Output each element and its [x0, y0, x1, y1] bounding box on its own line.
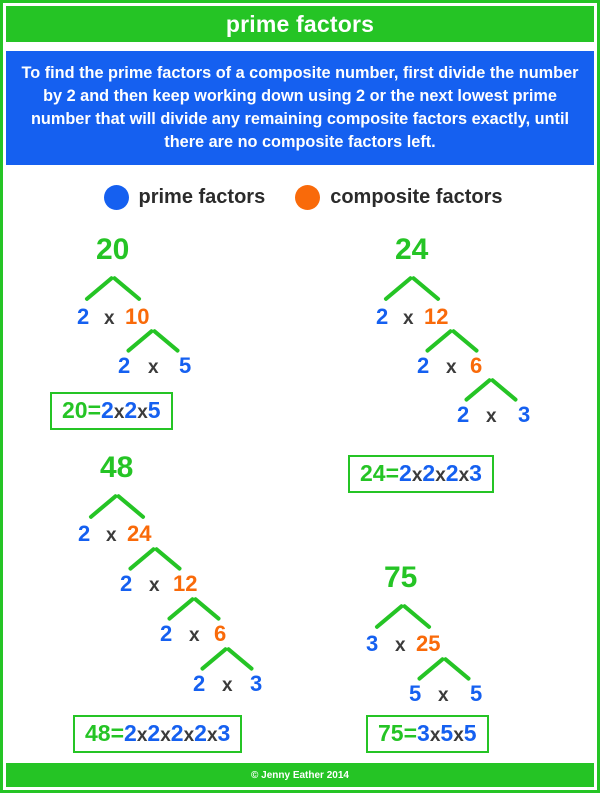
footer	[6, 763, 594, 787]
tree-24-result-operator-3: x	[458, 465, 470, 486]
tree-75-level-2-left: 5	[409, 681, 422, 706]
tree-48-level-3-left: 2	[160, 621, 173, 646]
tree-20-level-1-operator: x	[104, 308, 115, 329]
tree-20-level-1-right: 10	[125, 304, 150, 329]
tree-24-result-operator-1: x	[411, 465, 423, 486]
tree-75-level-2-operator: x	[438, 685, 449, 706]
tree-24-level-3-right: 3	[518, 402, 531, 427]
tree-24-result-factor-3: 2	[445, 460, 459, 486]
tree-48-result-factor-5: 3	[217, 720, 231, 746]
tree-20-result-factor-2: 2	[124, 397, 138, 423]
tree-24-level-1-right: 12	[424, 304, 449, 329]
tree-20-result-factor-1: 2	[101, 397, 114, 423]
tree-24-result-factor-4: 3	[469, 460, 482, 486]
orange-circle-icon	[295, 185, 320, 210]
tree-20-result-number: 20	[62, 397, 88, 423]
tree-20-level-2-operator: x	[148, 357, 159, 378]
tree-48-result-factor-3: 2	[170, 720, 184, 746]
tree-20-level-1-left: 2	[77, 304, 90, 329]
intro-panel	[6, 51, 594, 165]
tree-48-result-number: 48	[85, 720, 111, 746]
tree-48-root: 48	[100, 451, 134, 484]
blue-circle-icon	[104, 185, 129, 210]
tree-24-level-3-operator: x	[486, 406, 497, 427]
tree-48-level-4-operator: x	[222, 675, 233, 696]
tree-48-level-2-left: 2	[120, 571, 133, 596]
page-title: prime factors	[225, 10, 375, 37]
tree-48-result-operator-2: x	[160, 725, 171, 746]
tree-20-result	[50, 392, 173, 430]
legend-item-composite	[295, 185, 502, 210]
tree-48-result-operator-3: x	[183, 725, 195, 746]
tree-48-result-equals: =	[110, 720, 125, 746]
tree-48-level-4-left: 2	[193, 671, 206, 696]
tree-48-result	[73, 715, 242, 753]
tree-24-level-2-right: 6	[470, 353, 483, 378]
legend-item-prime	[104, 185, 266, 210]
title-bar	[6, 6, 594, 42]
tree-24-result-operator-2: x	[435, 465, 446, 486]
tree-24-level-2-operator: x	[446, 357, 457, 378]
tree-48-level-2-right: 12	[173, 571, 198, 596]
tree-48-level-4-right: 3	[250, 671, 263, 696]
tree-20-result-factor-3: 5	[147, 397, 161, 423]
tree-48-level-2-operator: x	[149, 575, 160, 596]
tree-75-level-1-right: 25	[416, 631, 441, 656]
tree-20-result-operator-2: x	[137, 402, 148, 423]
tree-24-result-equals: =	[385, 460, 400, 486]
tree-75-result-equals: =	[403, 720, 418, 746]
tree-20-result-equals: =	[87, 397, 102, 423]
tree-48-level-1-right: 24	[127, 521, 152, 546]
tree-20-result-operator-1: x	[113, 402, 125, 423]
tree-48-result-operator-1: x	[136, 725, 148, 746]
legend-label-prime: prime factors	[138, 186, 266, 208]
tree-75-result-factor-3: 5	[463, 720, 477, 746]
tree-24-result	[348, 455, 494, 493]
tree-75-result	[366, 715, 489, 753]
intro-text: To find the prime factors of a composite number, first divide the number by 2 and then keep working down using 2 or the next lowest prime number that will divide any remaining composite factors exactly, until there are no composite factors left.	[21, 63, 579, 152]
tree-48-result-operator-4: x	[206, 725, 218, 746]
tree-75-result-operator-2: x	[453, 725, 464, 746]
tree-75-root: 75	[384, 561, 418, 594]
tree-48-level-1-operator: x	[106, 525, 117, 546]
tree-75-result-number: 75	[378, 720, 404, 746]
tree-75-level-2-right: 5	[470, 681, 483, 706]
tree-48-result-factor-4: 2	[194, 720, 207, 746]
tree-48-level-3-operator: x	[189, 625, 200, 646]
tree-24-level-3-left: 2	[457, 402, 470, 427]
tree-75-result-factor-2: 5	[440, 720, 454, 746]
tree-24-result-number: 24	[360, 460, 386, 486]
legend	[3, 185, 600, 210]
tree-20-level-2-right: 5	[179, 353, 192, 378]
tree-48-level-3-right: 6	[214, 621, 227, 646]
tree-48-result-factor-1: 2	[124, 720, 137, 746]
legend-label-composite: composite factors	[330, 186, 503, 208]
tree-48-level-1-left: 2	[78, 521, 91, 546]
tree-20-root: 20	[96, 233, 130, 266]
tree-24-root: 24	[395, 233, 429, 266]
tree-24-result-factor-1: 2	[399, 460, 412, 486]
tree-48-result-factor-2: 2	[147, 720, 161, 746]
tree-75-level-1-left: 3	[366, 631, 379, 656]
tree-24-level-2-left: 2	[417, 353, 430, 378]
tree-24-result-factor-2: 2	[422, 460, 436, 486]
copyright-text: © Jenny Eather 2014	[251, 769, 349, 781]
tree-20-level-2-left: 2	[118, 353, 131, 378]
tree-24-level-1-operator: x	[403, 308, 414, 329]
tree-75-result-operator-1: x	[429, 725, 441, 746]
tree-75-result-factor-1: 3	[417, 720, 430, 746]
tree-75-level-1-operator: x	[395, 635, 406, 656]
tree-24-level-1-left: 2	[376, 304, 389, 329]
